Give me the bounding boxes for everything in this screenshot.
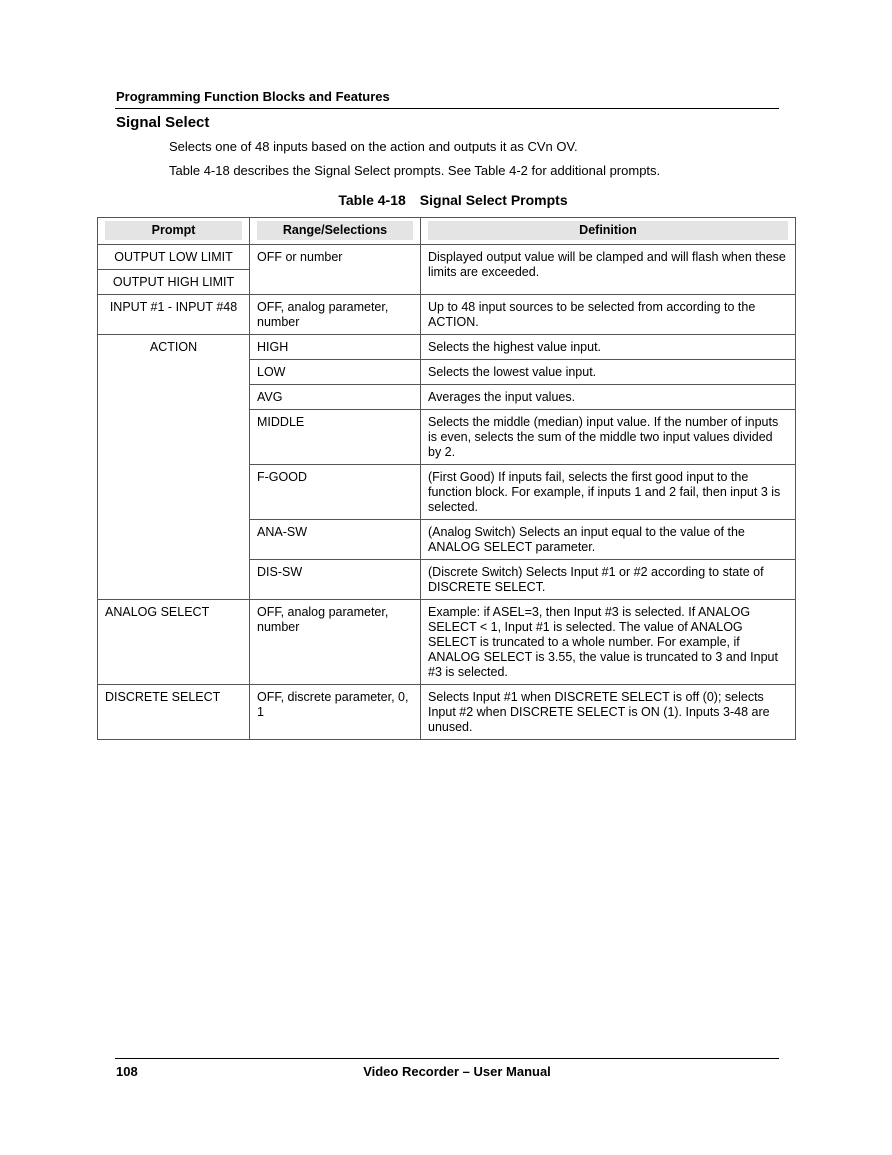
- table-caption-number: Table 4-18: [338, 192, 406, 208]
- definition-cell: (Discrete Switch) Selects Input #1 or #2 according to state of DISCRETE SELECT.: [421, 560, 796, 600]
- table-header-row: [98, 218, 796, 245]
- range-cell: OFF, discrete parameter, 0, 1: [250, 685, 421, 740]
- prompt-cell: ACTION: [98, 335, 250, 600]
- page-header-title: Programming Function Blocks and Features: [116, 89, 390, 104]
- range-cell: OFF, analog parameter, number: [250, 600, 421, 685]
- table-row: [98, 685, 796, 740]
- range-cell: F-GOOD: [250, 465, 421, 520]
- section-title: Signal Select: [116, 114, 210, 131]
- definition-cell: (First Good) If inputs fail, selects the first good input to the function block. For example, if inputs 1 and 2 fail, then input 3 is selected.: [421, 465, 796, 520]
- definition-cell: Selects Input #1 when DISCRETE SELECT is off (0); selects Input #2 when DISCRETE SELECT is ON (1). Inputs 3-48 are unused.: [421, 685, 796, 740]
- prompt-cell: INPUT #1 - INPUT #48: [98, 295, 250, 335]
- definition-cell: Example: if ASEL=3, then Input #3 is selected. If ANALOG SELECT < 1, Input #1 is selected. The value of ANALOG SELECT is truncated to a whole number. For example, if ANALOG SELECT is 3.55, the value is truncated to 3 and Input #3 is selected.: [421, 600, 796, 685]
- header-definition: Definition: [421, 218, 796, 245]
- prompt-cell: OUTPUT LOW LIMIT: [98, 245, 250, 270]
- range-cell: DIS-SW: [250, 560, 421, 600]
- footer-page-number: 108: [116, 1064, 138, 1079]
- header-range: Range/Selections: [250, 218, 421, 245]
- range-cell: HIGH: [250, 335, 421, 360]
- table-caption-title: Signal Select Prompts: [419, 192, 568, 208]
- signal-select-prompts-table: [97, 217, 796, 740]
- prompt-cell: OUTPUT HIGH LIMIT: [98, 270, 250, 295]
- range-cell: OFF or number: [250, 245, 421, 295]
- footer-title: Video Recorder – User Manual: [363, 1064, 551, 1079]
- definition-cell: (Analog Switch) Selects an input equal to the value of the ANALOG SELECT parameter.: [421, 520, 796, 560]
- range-cell: AVG: [250, 385, 421, 410]
- prompt-cell: ANALOG SELECT: [98, 600, 250, 685]
- range-cell: LOW: [250, 360, 421, 385]
- range-cell: MIDDLE: [250, 410, 421, 465]
- definition-cell: Averages the input values.: [421, 385, 796, 410]
- definition-cell: Selects the highest value input.: [421, 335, 796, 360]
- table-row: [98, 335, 796, 360]
- range-cell: ANA-SW: [250, 520, 421, 560]
- range-cell: OFF, analog parameter, number: [250, 295, 421, 335]
- prompt-cell: DISCRETE SELECT: [98, 685, 250, 740]
- table-row: [98, 245, 796, 270]
- table-caption: [0, 192, 892, 208]
- table-row: [98, 295, 796, 335]
- definition-cell: Selects the lowest value input.: [421, 360, 796, 385]
- table-reference-paragraph: Table 4-18 describes the Signal Select prompts. See Table 4-2 for additional prompts.: [169, 163, 661, 178]
- intro-paragraph: Selects one of 48 inputs based on the action and outputs it as CVn OV.: [169, 139, 578, 154]
- footer-rule: [115, 1058, 779, 1059]
- definition-cell: Displayed output value will be clamped and will flash when these limits are exceeded.: [421, 245, 796, 295]
- header-prompt: Prompt: [98, 218, 250, 245]
- definition-cell: Selects the middle (median) input value. If the number of inputs is even, selects the sum of the middle two input values divided by 2.: [421, 410, 796, 465]
- header-rule: [115, 108, 779, 109]
- table-row: [98, 600, 796, 685]
- definition-cell: Up to 48 input sources to be selected from according to the ACTION.: [421, 295, 796, 335]
